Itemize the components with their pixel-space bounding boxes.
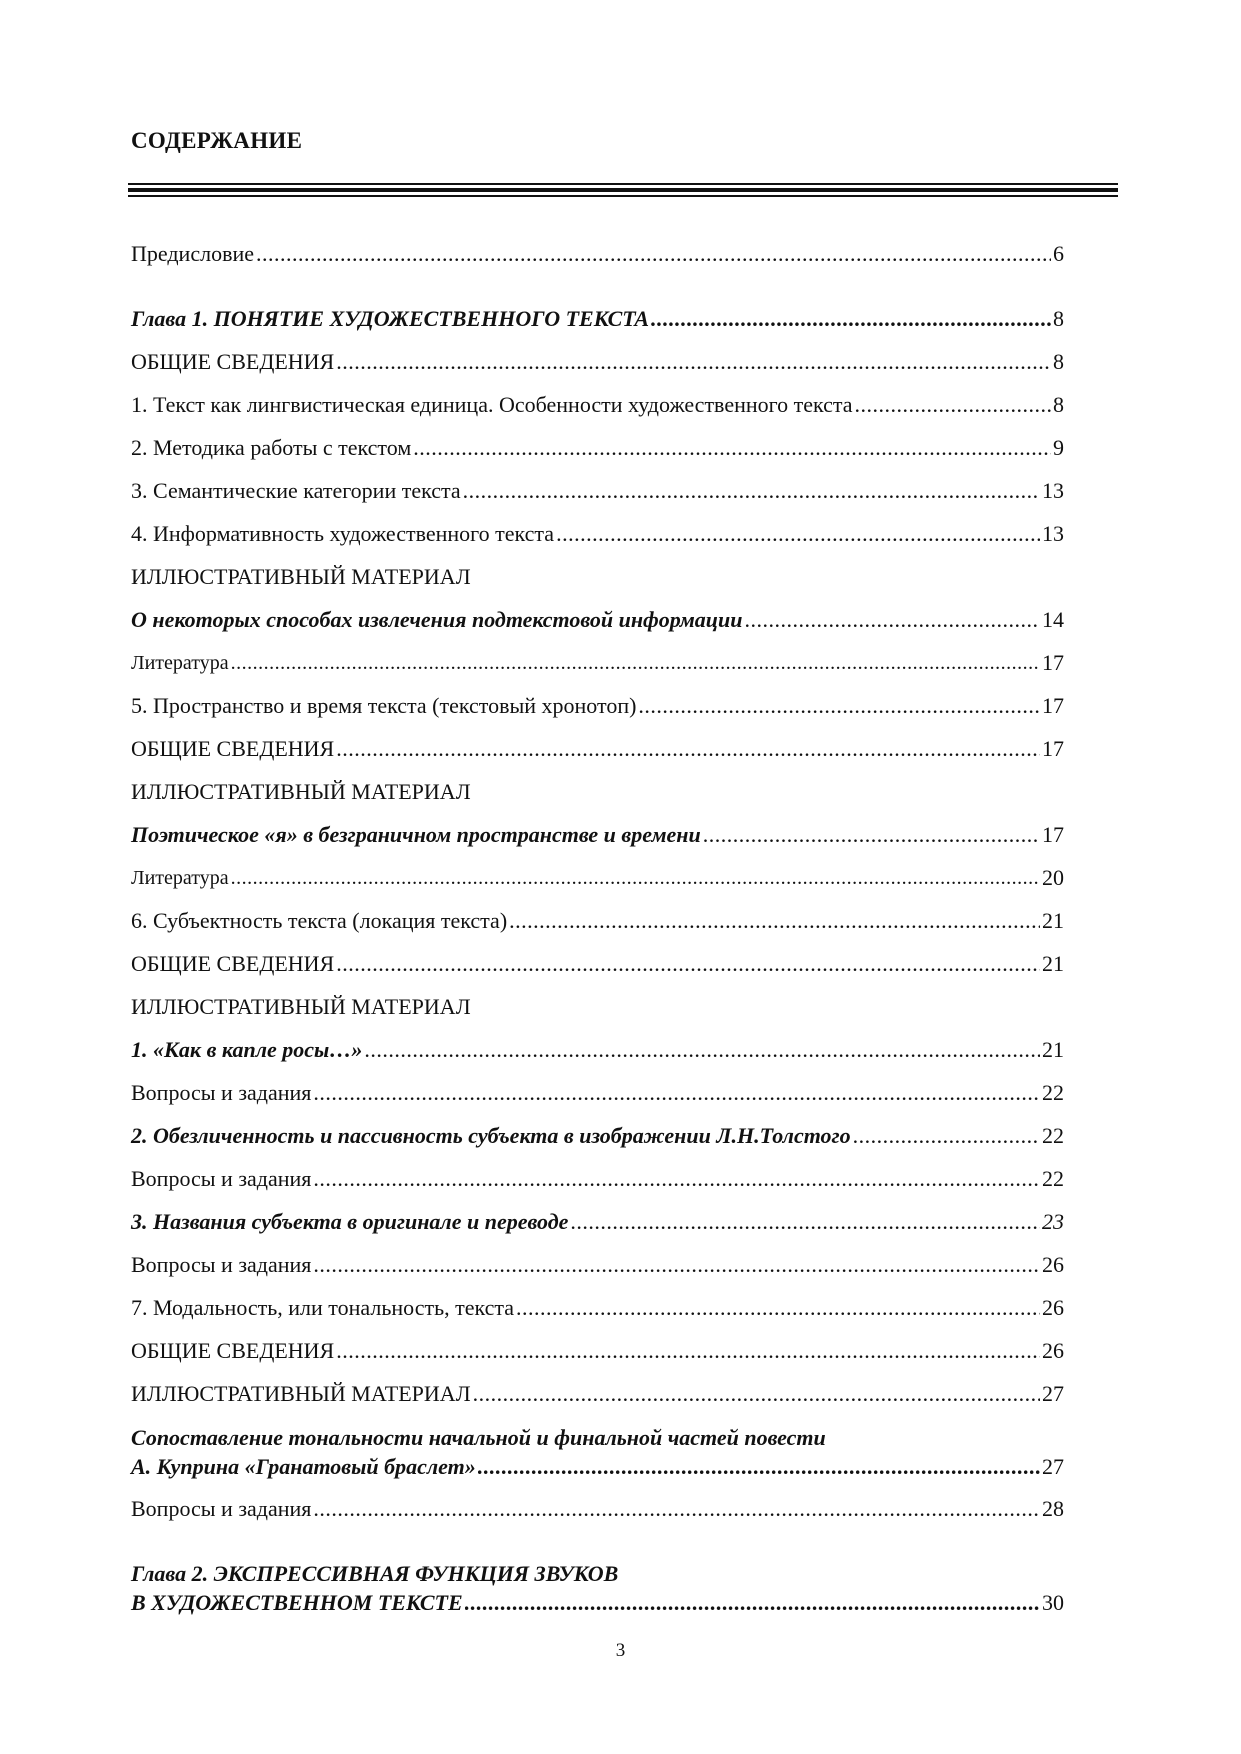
toc-page-number: 26 [1042,1338,1064,1363]
toc-entry-chapter-1[interactable] [131,305,1064,333]
toc-entry[interactable] [131,477,1064,505]
toc-entry[interactable] [131,864,1064,892]
page-number: 3 [615,1640,626,1661]
toc-entry[interactable] [131,606,1064,634]
title-rule-thick [128,188,1118,192]
toc-page-number: 22 [1042,1166,1064,1191]
toc-entry[interactable] [131,735,1064,763]
toc-entry-text: 2. Методика работы с текстом [131,435,412,460]
toc-entry-preface[interactable] [131,240,1064,268]
toc-entry-text: Вопросы и задания [131,1496,312,1521]
toc-section-heading[interactable] [131,563,1064,591]
toc-entry[interactable] [131,1036,1064,1064]
toc-page-number: 6 [1053,241,1064,266]
toc-page-number: 27 [1042,1381,1064,1406]
toc-entry-text: 6. Субъектность текста (локация текста) [131,908,508,933]
toc-entry[interactable] [131,1079,1064,1107]
toc-entry-two-line[interactable] [131,1424,1064,1481]
toc-entry-text: 4. Информативность художественного текста [131,521,555,546]
toc-page-number: 13 [1042,478,1064,503]
toc-entry-text: 1. «Как в капле росы…» [131,1037,363,1062]
toc-page-number: 23 [1042,1209,1064,1234]
dot-leader [364,1036,1040,1064]
toc-entry[interactable] [131,434,1064,462]
toc-entry[interactable] [131,649,1064,677]
toc-page-number: 21 [1042,951,1064,976]
toc-entry-text-line2: В ХУДОЖЕСТВЕННОМ ТЕКСТЕ [131,1590,463,1615]
toc-page-number: 14 [1042,607,1064,632]
toc-section-heading[interactable] [131,993,1064,1021]
toc-page-number: 20 [1042,865,1064,890]
toc-entry[interactable] [131,692,1064,720]
toc-page-number: 13 [1042,521,1064,546]
title-rule-thin [128,195,1118,197]
toc-page-number: 21 [1042,908,1064,933]
toc-page-number: 21 [1042,1037,1064,1062]
toc-entry-text: Предисловие [131,241,254,266]
toc-entry-text: 5. Пространство и время текста (текстовый хронотоп) [131,693,637,718]
toc-page-number: 28 [1042,1496,1064,1521]
dot-leader [413,434,1051,462]
toc-entry-text-line1: Глава 2. ЭКСПРЕССИВНАЯ ФУНКЦИЯ ЗВУКОВ [131,1561,619,1586]
toc-entry[interactable] [131,348,1064,376]
dot-leader [638,692,1040,720]
toc-page-number: 26 [1042,1252,1064,1277]
toc-entry-text: ОБЩИЕ СВЕДЕНИЯ [131,349,335,374]
dot-leader [509,907,1040,935]
dot-leader [855,391,1051,419]
toc-page-number: 17 [1042,693,1064,718]
toc-entry[interactable] [131,1122,1064,1150]
toc-entry-text: ОБЩИЕ СВЕДЕНИЯ [131,1338,335,1363]
toc-page-number: 22 [1042,1123,1064,1148]
toc-entry[interactable] [131,1165,1064,1193]
dot-leader [231,649,1040,677]
toc-entry-text: 2. Обезличенность и пассивность субъекта в изображении Л.Н.Толстого [131,1123,851,1148]
dot-leader [231,864,1040,892]
toc-page-number: 17 [1042,650,1064,675]
dot-leader [313,1165,1040,1193]
toc-entry-text: Вопросы и задания [131,1166,312,1191]
dot-leader [473,1380,1040,1408]
dot-leader [256,240,1051,268]
dot-leader [313,1079,1040,1107]
toc-entry-text: 1. Текст как лингвистическая единица. Особенности художественного текста [131,392,853,417]
toc-page-number: 8 [1053,349,1064,374]
toc-entry-text-line2: А. Куприна «Гранатовый браслет» [131,1454,476,1479]
toc-entry[interactable] [131,907,1064,935]
toc-entry-text: ИЛЛЮСТРАТИВНЫЙ МАТЕРИАЛ [131,564,471,589]
toc-page-number: 30 [1042,1590,1064,1615]
toc-page-number: 17 [1042,822,1064,847]
dot-leader [703,821,1040,849]
toc-entry-text: Поэтическое «я» в безграничном пространстве и времени [131,822,701,847]
dot-leader [336,735,1040,763]
dot-leader [744,606,1040,634]
dot-leader [570,1208,1040,1236]
toc-entry-text: 3. Названия субъекта в оригинале и переводе [131,1209,569,1234]
dot-leader [516,1294,1040,1322]
toc-entry-text: Вопросы и задания [131,1252,312,1277]
dot-leader [463,477,1040,505]
toc-entry-text: Глава 1. ПОНЯТИЕ ХУДОЖЕСТВЕННОГО ТЕКСТА [131,306,649,331]
dot-leader [556,520,1040,548]
dot-leader [336,348,1051,376]
dot-leader [336,950,1040,978]
toc-entry[interactable] [131,1251,1064,1279]
toc-entry[interactable] [131,821,1064,849]
toc-entry-text: Литература [131,652,229,674]
toc-page-number: 17 [1042,736,1064,761]
toc-entry[interactable] [131,950,1064,978]
toc-entry[interactable] [131,1294,1064,1322]
toc-page-number: 9 [1053,435,1064,460]
toc-entry[interactable] [131,1495,1064,1523]
dot-leader [478,1453,1040,1481]
toc-entry-text: 3. Семантические категории текста [131,478,461,503]
toc-entry-text: ИЛЛЮСТРАТИВНЫЙ МАТЕРИАЛ [131,994,471,1019]
toc-entry-text-line1: Сопоставление тональности начальной и финальной частей повести [131,1425,826,1450]
toc-page-number: 22 [1042,1080,1064,1105]
toc-entry-text: ИЛЛЮСТРАТИВНЫЙ МАТЕРИАЛ [131,779,471,804]
toc-entry-chapter-2[interactable] [131,1560,1064,1617]
toc-entry-text: 7. Модальность, или тональность, текста [131,1295,515,1320]
dot-leader [853,1122,1040,1150]
toc-page-number: 26 [1042,1295,1064,1320]
toc-page-number: 8 [1053,306,1064,331]
toc-entry-text: ОБЩИЕ СВЕДЕНИЯ [131,736,335,761]
toc-entry[interactable] [131,1337,1064,1365]
toc-page-number: 27 [1042,1454,1064,1479]
toc-entry[interactable] [131,1380,1064,1408]
toc-entry-text: О некоторых способах извлечения подтекстовой информации [131,607,743,632]
dot-leader [336,1337,1040,1365]
page-title: СОДЕРЖАНИЕ [131,128,303,153]
toc-entry[interactable] [131,520,1064,548]
dot-leader [465,1589,1040,1617]
dot-leader [313,1495,1040,1523]
toc-entry[interactable] [131,391,1064,419]
dot-leader [313,1251,1040,1279]
title-rule-thin [128,183,1118,185]
toc-entry[interactable] [131,1208,1064,1236]
toc-entry-text: Литература [131,867,229,889]
toc-entry-text: Вопросы и задания [131,1080,312,1105]
toc-entry-text: ИЛЛЮСТРАТИВНЫЙ МАТЕРИАЛ [131,1381,471,1406]
dot-leader [651,305,1051,333]
toc-entry-text: ОБЩИЕ СВЕДЕНИЯ [131,951,335,976]
toc-section-heading[interactable] [131,778,1064,806]
toc-page-number: 8 [1053,392,1064,417]
